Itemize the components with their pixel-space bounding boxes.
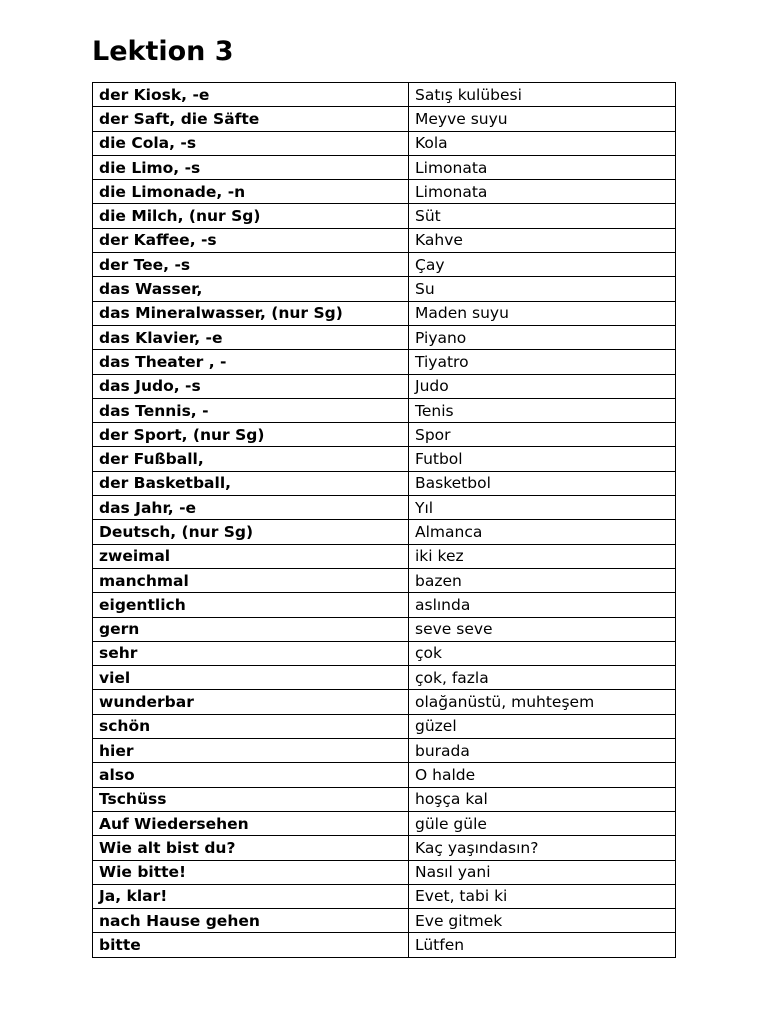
- turkish-translation-cell: Basketbol: [409, 471, 676, 495]
- german-term-cell: die Limonade, -n: [93, 180, 409, 204]
- table-row: [93, 496, 676, 520]
- turkish-translation-cell: Kaç yaşındasın?: [409, 836, 676, 860]
- turkish-translation-cell: O halde: [409, 763, 676, 787]
- table-row: [93, 107, 676, 131]
- german-term-cell: das Theater , -: [93, 350, 409, 374]
- turkish-translation-cell: Futbol: [409, 447, 676, 471]
- german-term-cell: das Wasser,: [93, 277, 409, 301]
- table-row: [93, 641, 676, 665]
- german-term-cell: viel: [93, 666, 409, 690]
- turkish-translation-cell: Su: [409, 277, 676, 301]
- table-row: [93, 350, 676, 374]
- turkish-translation-cell: Yıl: [409, 496, 676, 520]
- turkish-translation-cell: Spor: [409, 423, 676, 447]
- turkish-translation-cell: Limonata: [409, 180, 676, 204]
- table-row: [93, 301, 676, 325]
- german-term-cell: der Basketball,: [93, 471, 409, 495]
- table-row: [93, 253, 676, 277]
- german-term-cell: wunderbar: [93, 690, 409, 714]
- german-term-cell: das Judo, -s: [93, 374, 409, 398]
- table-row: [93, 83, 676, 107]
- table-row: [93, 617, 676, 641]
- vocabulary-table: [92, 82, 676, 958]
- german-term-cell: Wie bitte!: [93, 860, 409, 884]
- german-term-cell: Auf Wiedersehen: [93, 811, 409, 835]
- german-term-cell: die Milch, (nur Sg): [93, 204, 409, 228]
- turkish-translation-cell: Almanca: [409, 520, 676, 544]
- table-row: [93, 593, 676, 617]
- german-term-cell: bitte: [93, 933, 409, 957]
- german-term-cell: zweimal: [93, 544, 409, 568]
- turkish-translation-cell: burada: [409, 739, 676, 763]
- table-row: [93, 374, 676, 398]
- turkish-translation-cell: Çay: [409, 253, 676, 277]
- turkish-translation-cell: Maden suyu: [409, 301, 676, 325]
- table-row: [93, 520, 676, 544]
- german-term-cell: gern: [93, 617, 409, 641]
- turkish-translation-cell: Meyve suyu: [409, 107, 676, 131]
- turkish-translation-cell: Tenis: [409, 398, 676, 422]
- table-row: [93, 398, 676, 422]
- turkish-translation-cell: Tiyatro: [409, 350, 676, 374]
- turkish-translation-cell: güzel: [409, 714, 676, 738]
- turkish-translation-cell: Evet, tabi ki: [409, 884, 676, 908]
- page-title: Lektion 3: [92, 36, 234, 67]
- turkish-translation-cell: Eve gitmek: [409, 909, 676, 933]
- german-term-cell: das Tennis, -: [93, 398, 409, 422]
- german-term-cell: manchmal: [93, 568, 409, 592]
- table-row: [93, 447, 676, 471]
- turkish-translation-cell: iki kez: [409, 544, 676, 568]
- table-row: [93, 690, 676, 714]
- turkish-translation-cell: hoşça kal: [409, 787, 676, 811]
- german-term-cell: Deutsch, (nur Sg): [93, 520, 409, 544]
- german-term-cell: die Cola, -s: [93, 131, 409, 155]
- table-row: [93, 544, 676, 568]
- table-row: [93, 568, 676, 592]
- turkish-translation-cell: seve seve: [409, 617, 676, 641]
- table-row: [93, 836, 676, 860]
- german-term-cell: das Klavier, -e: [93, 325, 409, 349]
- table-row: [93, 155, 676, 179]
- table-row: [93, 666, 676, 690]
- german-term-cell: Wie alt bist du?: [93, 836, 409, 860]
- turkish-translation-cell: güle güle: [409, 811, 676, 835]
- table-row: [93, 228, 676, 252]
- german-term-cell: der Tee, -s: [93, 253, 409, 277]
- turkish-translation-cell: Kahve: [409, 228, 676, 252]
- turkish-translation-cell: aslında: [409, 593, 676, 617]
- german-term-cell: nach Hause gehen: [93, 909, 409, 933]
- turkish-translation-cell: olağanüstü, muhteşem: [409, 690, 676, 714]
- german-term-cell: sehr: [93, 641, 409, 665]
- table-row: [93, 277, 676, 301]
- german-term-cell: Tschüss: [93, 787, 409, 811]
- table-row: [93, 811, 676, 835]
- table-row: [93, 714, 676, 738]
- table-row: [93, 471, 676, 495]
- table-row: [93, 860, 676, 884]
- german-term-cell: also: [93, 763, 409, 787]
- table-row: [93, 423, 676, 447]
- table-row: [93, 763, 676, 787]
- turkish-translation-cell: Piyano: [409, 325, 676, 349]
- table-row: [93, 909, 676, 933]
- turkish-translation-cell: Nasıl yani: [409, 860, 676, 884]
- german-term-cell: der Fußball,: [93, 447, 409, 471]
- table-row: [93, 204, 676, 228]
- german-term-cell: Ja, klar!: [93, 884, 409, 908]
- turkish-translation-cell: çok: [409, 641, 676, 665]
- turkish-translation-cell: Süt: [409, 204, 676, 228]
- turkish-translation-cell: Limonata: [409, 155, 676, 179]
- turkish-translation-cell: Satış kulübesi: [409, 83, 676, 107]
- table-row: [93, 933, 676, 957]
- german-term-cell: das Mineralwasser, (nur Sg): [93, 301, 409, 325]
- turkish-translation-cell: Lütfen: [409, 933, 676, 957]
- table-row: [93, 131, 676, 155]
- german-term-cell: der Saft, die Säfte: [93, 107, 409, 131]
- turkish-translation-cell: Judo: [409, 374, 676, 398]
- german-term-cell: das Jahr, -e: [93, 496, 409, 520]
- german-term-cell: der Sport, (nur Sg): [93, 423, 409, 447]
- german-term-cell: schön: [93, 714, 409, 738]
- table-row: [93, 884, 676, 908]
- table-row: [93, 180, 676, 204]
- turkish-translation-cell: bazen: [409, 568, 676, 592]
- turkish-translation-cell: çok, fazla: [409, 666, 676, 690]
- german-term-cell: der Kiosk, -e: [93, 83, 409, 107]
- table-row: [93, 787, 676, 811]
- german-term-cell: eigentlich: [93, 593, 409, 617]
- turkish-translation-cell: Kola: [409, 131, 676, 155]
- table-row: [93, 325, 676, 349]
- german-term-cell: der Kaffee, -s: [93, 228, 409, 252]
- vocabulary-table-body: [93, 83, 676, 958]
- german-term-cell: hier: [93, 739, 409, 763]
- table-row: [93, 739, 676, 763]
- german-term-cell: die Limo, -s: [93, 155, 409, 179]
